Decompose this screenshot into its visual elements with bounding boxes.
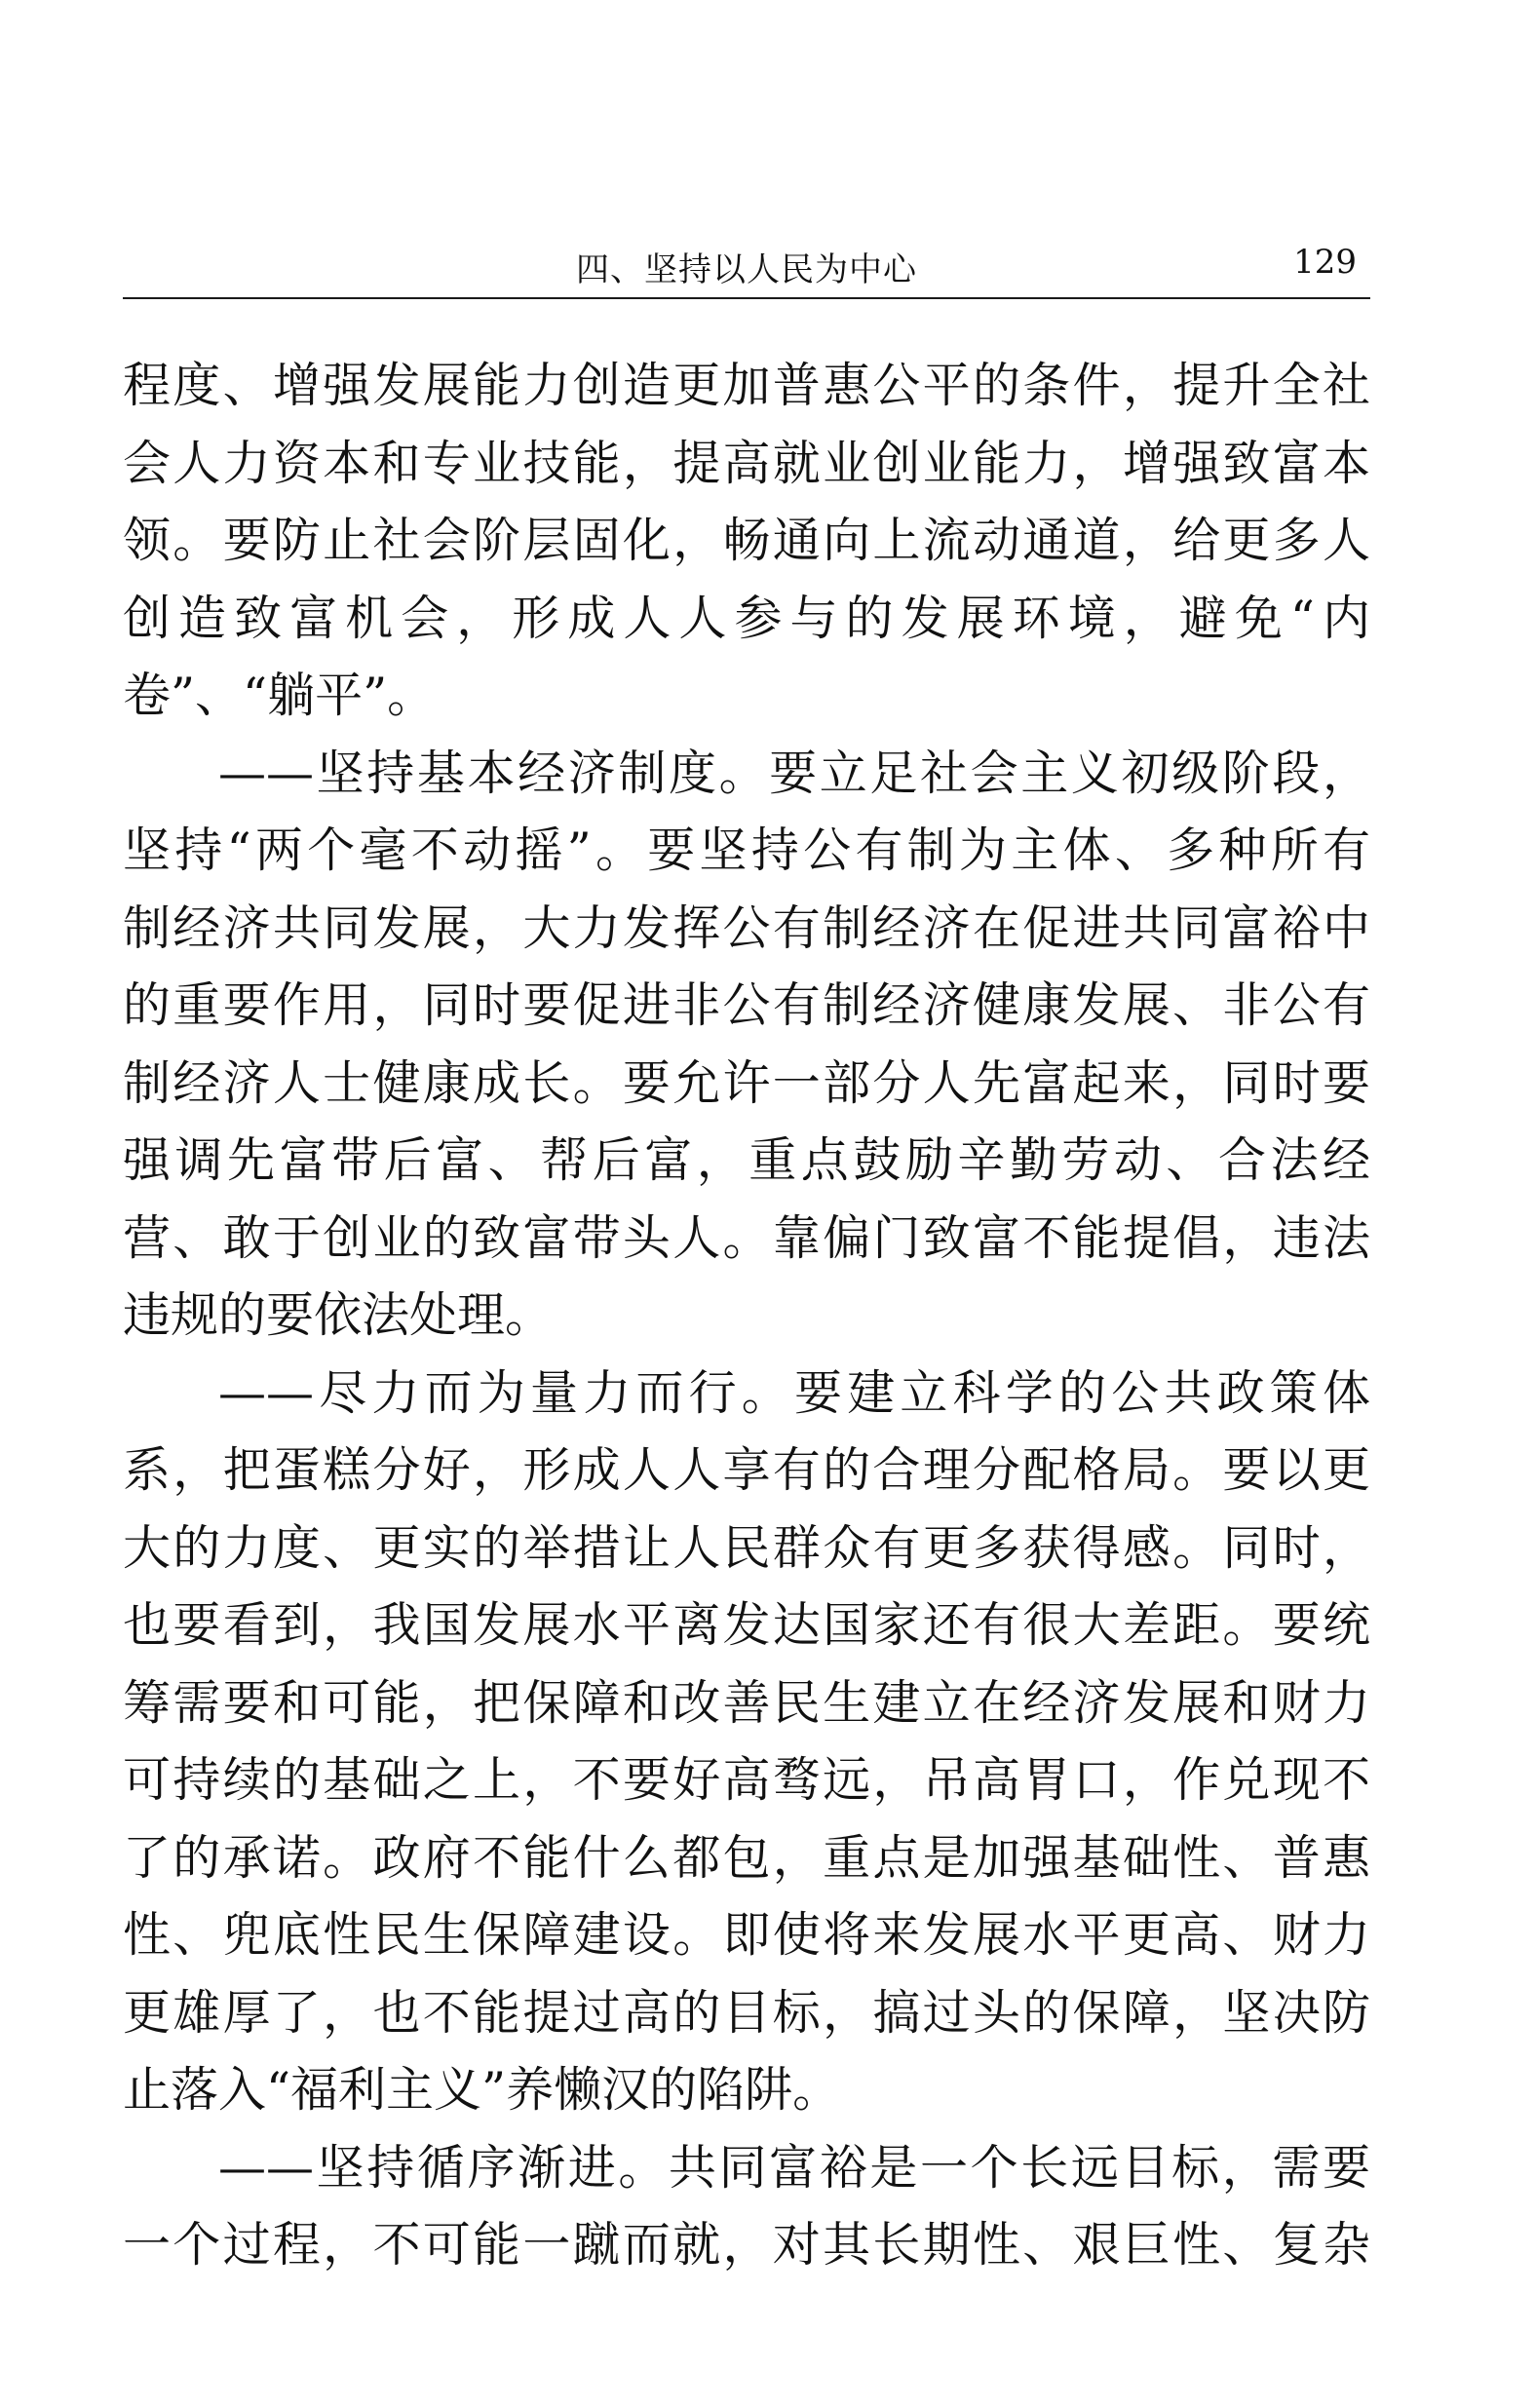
text-line: 了的承诺。政府不能什么都包，重点是加强基础性、普惠 [123, 1829, 1370, 1886]
text-line: 的重要作用，同时要促进非公有制经济健康发展、非公有 [123, 977, 1370, 1033]
text-line: 营、敢于创业的致富带头人。靠偏门致富不能提倡，违法 [123, 1209, 1370, 1266]
text-line: 系，把蛋糕分好，形成人人享有的合理分配格局。要以更 [123, 1442, 1370, 1498]
text-line: 也要看到，我国发展水平离发达国家还有很大差距。要统 [123, 1597, 1370, 1653]
text-line: 筹需要和可能，把保障和改善民生建立在经济发展和财力 [123, 1674, 1370, 1731]
body-text [123, 347, 1370, 2284]
text-line: 制经济人士健康成长。要允许一部分人先富起来，同时要 [123, 1054, 1370, 1111]
text-line: 会人力资本和专业技能，提高就业创业能力，增强致富本 [123, 435, 1370, 491]
text-line: 更雄厚了，也不能提过高的目标，搞过头的保障，坚决防 [123, 1984, 1370, 2041]
running-header [123, 239, 1370, 299]
text-line: 卷”、“躺平”。 [123, 668, 436, 723]
text-line: 程度、增强发展能力创造更加普惠公平的条件，提升全社 [123, 358, 1370, 413]
text-line: 可持续的基础之上，不要好高骛远，吊高胃口，作兑现不 [123, 1752, 1370, 1808]
text-line: 大的力度、更实的举措让人民群众有更多获得感。同时， [123, 1519, 1370, 1576]
text-line: 一个过程，不可能一蹴而就，对其长期性、艰巨性、复杂 [123, 2217, 1370, 2273]
paragraph-start-line: ——尽力而为量力而行。要建立科学的公共政策体 [218, 1364, 1370, 1421]
text-line: 性、兜底性民生保障建设。即使将来发展水平更高、财力 [123, 1907, 1370, 1963]
paragraph-start-line: ——坚持基本经济制度。要立足社会主义初级阶段， [218, 745, 1370, 801]
text-line: 坚持“两个毫不动摇”。要坚持公有制为主体、多种所有 [123, 822, 1370, 878]
text-line: 领。要防止社会阶层固化，畅通向上流动通道，给更多人 [123, 513, 1370, 568]
text-line: 创造致富机会，形成人人参与的发展环境，避免“内 [123, 590, 1370, 646]
text-line: 制经济共同发展，大力发挥公有制经济在促进共同富裕中 [123, 899, 1370, 956]
text-line: 强调先富带后富、帮后富，重点鼓励辛勤劳动、合法经 [123, 1132, 1370, 1188]
text-line: 违规的要依法处理。 [123, 1287, 554, 1343]
page-number: 129 [1293, 243, 1357, 282]
text-line: 止落入“福利主义”养懒汉的陷阱。 [123, 2062, 841, 2118]
paragraph-start-line: ——坚持循序渐进。共同富裕是一个长远目标，需要 [218, 2139, 1370, 2196]
chapter-title: 四、坚持以人民为中心 [576, 250, 917, 289]
